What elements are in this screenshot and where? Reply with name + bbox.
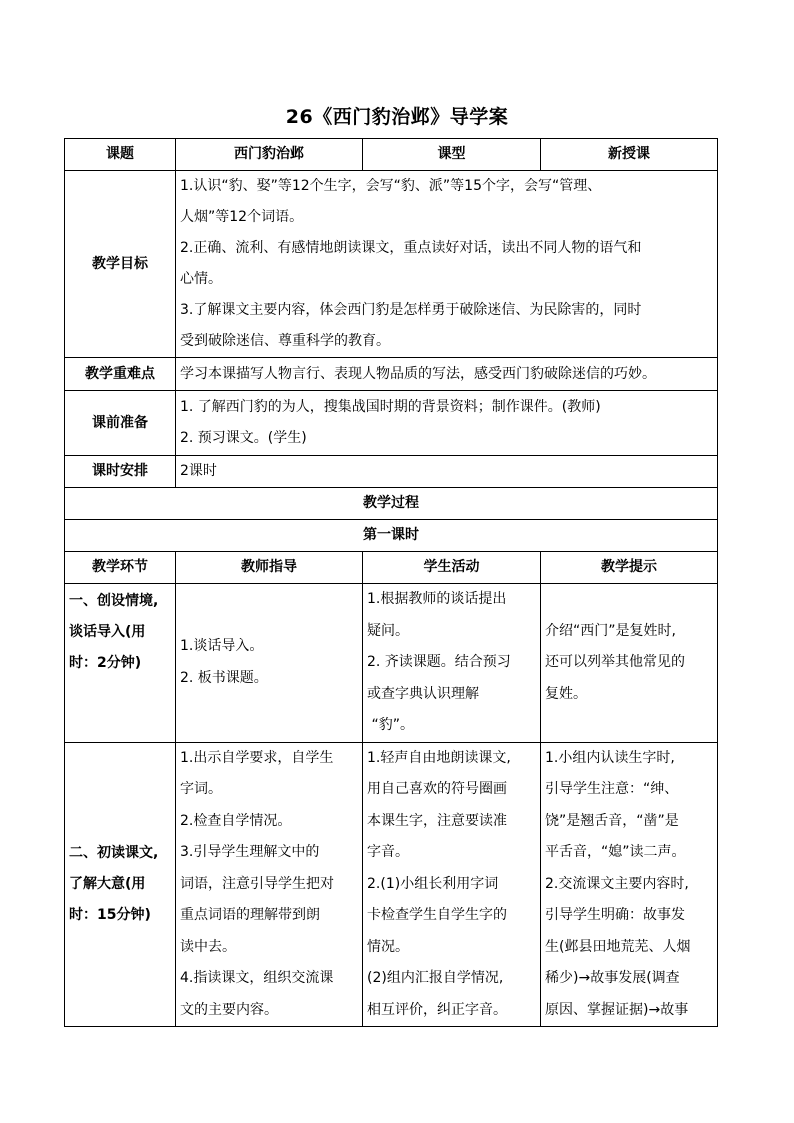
text-line: 2.检查自学情况。	[180, 812, 292, 829]
topic-label: 课题	[65, 139, 176, 171]
stage-name-line: 时：2分钟)	[69, 655, 142, 671]
header-row	[65, 139, 718, 171]
type-label: 课型	[363, 139, 541, 171]
text-line: 本课生字，注意要读准	[367, 812, 507, 829]
text-line: 2. 板书课题。	[180, 669, 268, 686]
process-title: 教学过程	[65, 488, 718, 520]
goals-row	[65, 171, 718, 358]
prep-line: 1. 了解西门豹的为人，搜集战国时期的背景资料；制作课件。(教师)	[180, 398, 601, 415]
stage-name-line: 二、初读课文,	[69, 844, 159, 861]
text-line: 引导学生明确：故事发	[545, 907, 685, 923]
text-line: 1.谈话导入。	[180, 638, 264, 655]
key-points-label: 教学重难点	[65, 358, 176, 391]
teaching-tips	[541, 584, 718, 743]
text-line: 复姓。	[545, 685, 587, 702]
goal-line: 受到破除迷信、尊重科学的教育。	[180, 333, 390, 349]
teaching-tips	[541, 742, 718, 1027]
text-line: 文的主要内容。	[180, 1001, 278, 1018]
schedule-label: 课时安排	[65, 456, 176, 488]
prep-content	[176, 391, 718, 456]
goal-line: 2.正确、流利、有感情地朗读课文，重点读好对话，读出不同人物的语气和	[180, 240, 642, 256]
text-line: 词语，注意引导学生把对	[180, 875, 334, 892]
stage-row-2	[65, 742, 718, 1027]
text-line: 字音。	[367, 844, 409, 860]
text-line: 生(邺县田地荒芜、人烟	[545, 938, 691, 955]
column-header: 教师指导	[176, 552, 363, 584]
text-line: 原因、掌握证据)→故事	[545, 1001, 689, 1018]
text-line: 1.轻声自由地朗读课文,	[367, 749, 511, 766]
type-value: 新授课	[541, 139, 718, 171]
text-line: 稀少)→故事发展(调查	[545, 970, 680, 986]
text-line: 饶”是翘舌音，“凿”是	[545, 812, 679, 829]
teacher-guidance	[176, 742, 363, 1027]
stage-row-1	[65, 584, 718, 743]
text-line: 情况。	[367, 938, 409, 955]
schedule-value: 2课时	[176, 456, 718, 488]
text-line: 字词。	[180, 781, 222, 797]
text-line: 2.交流课文主要内容时,	[545, 875, 689, 892]
text-line: 读中去。	[180, 938, 236, 955]
text-line: 卡检查学生自学生字的	[367, 907, 507, 923]
text-line: 1.出示自学要求，自学生	[180, 749, 334, 766]
student-activity	[363, 742, 541, 1027]
stage-name	[65, 742, 176, 1027]
text-line: 疑问。	[367, 622, 409, 639]
goal-line: 1.认识“豹、娶”等12个生字，会写“豹、派”等15个字，会写“管理、	[180, 178, 602, 194]
goal-line: 3.了解课文主要内容，体会西门豹是怎样勇于破除迷信、为民除害的，同时	[180, 302, 642, 318]
text-line: 或查字典认识理解	[367, 685, 479, 702]
column-header: 教学环节	[65, 552, 176, 584]
text-line: 2.(1)小组长利用字词	[367, 875, 499, 892]
key-points-row	[65, 358, 718, 391]
key-points-text: 学习本课描写人物言行、表现人物品质的写法，感受西门豹破除迷信的巧妙。	[176, 358, 718, 391]
columns-row	[65, 552, 718, 584]
column-header: 学生活动	[363, 552, 541, 584]
prep-line: 2. 预习课文。(学生)	[180, 430, 307, 446]
lesson-plan-table	[64, 138, 718, 1027]
process-title-row	[65, 488, 718, 520]
text-line: 相互评价，纠正字音。	[367, 1001, 507, 1018]
column-header: 教学提示	[541, 552, 718, 584]
text-line: 1.小组内认读生字时,	[545, 749, 675, 766]
prep-row	[65, 391, 718, 456]
text-line: 4.指读课文，组织交流课	[180, 970, 334, 986]
lesson-title: 第一课时	[65, 520, 718, 552]
text-line: 平舌音，“媳”读二声。	[545, 844, 686, 860]
topic-value: 西门豹治邺	[176, 139, 363, 171]
text-line: “豹”。	[367, 717, 414, 733]
lesson-title-row	[65, 520, 718, 552]
text-line: (2)组内汇报自学情况,	[367, 970, 504, 986]
teacher-guidance	[176, 584, 363, 743]
text-line: 3.引导学生理解文中的	[180, 844, 320, 860]
prep-label: 课前准备	[65, 391, 176, 456]
text-line: 介绍“西门”是复姓时,	[545, 622, 676, 639]
text-line: 引导学生注意：“绅、	[545, 781, 679, 797]
text-line: 还可以列举其他常见的	[545, 654, 685, 670]
stage-name-line: 一、创设情境,	[69, 593, 159, 609]
text-line: 重点词语的理解带到朗	[180, 907, 320, 923]
text-line: 2. 齐读课题。结合预习	[367, 654, 511, 670]
goal-line: 人烟”等12个词语。	[180, 209, 304, 225]
goals-label: 教学目标	[65, 171, 176, 358]
text-line: 用自己喜欢的符号圈画	[367, 781, 507, 797]
goals-content	[176, 171, 718, 358]
schedule-row	[65, 456, 718, 488]
stage-name-line: 谈话导入(用	[69, 624, 146, 640]
goal-line: 心情。	[180, 271, 222, 287]
page-title: 26《西门豹治邺》导学案	[285, 106, 509, 128]
text-line: 1.根据教师的谈话提出	[367, 591, 507, 607]
stage-name-line: 了解大意(用	[69, 875, 146, 892]
stage-name	[65, 584, 176, 743]
stage-name-line: 时：15分钟)	[69, 906, 151, 923]
student-activity	[363, 584, 541, 743]
